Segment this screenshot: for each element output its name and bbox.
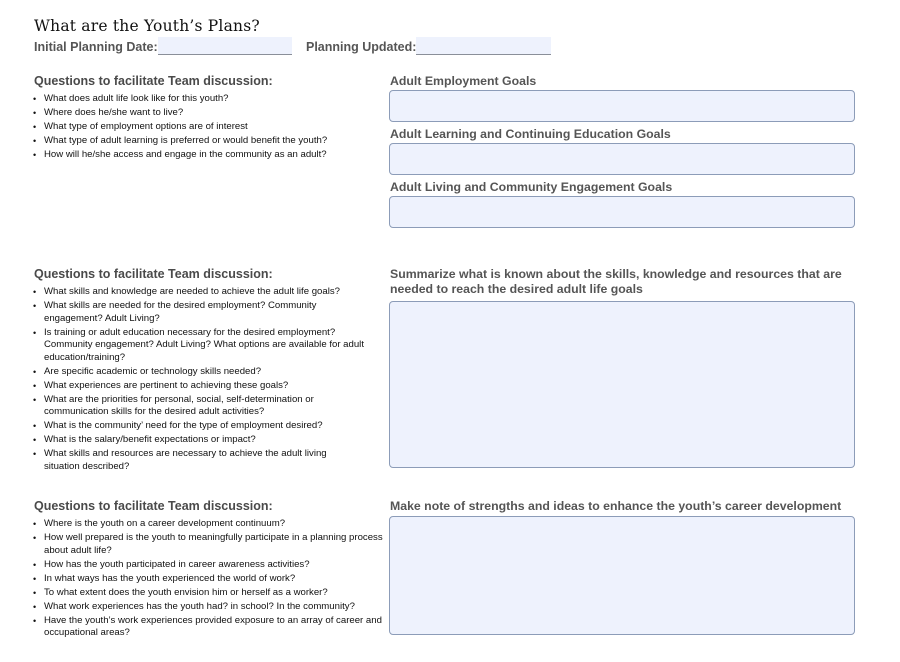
question-item: • How well prepared is the youth to meaningfully participate in a planning process about adult life? [44,532,384,557]
question-item: • What are the priorities for personal, social, self-determination or communication skills for the desired adult activities? [44,394,364,419]
questions-heading: Questions to facilitate Team discussion: [34,499,273,513]
adult-learning-goals-label: Adult Learning and Continuing Education Goals [390,127,671,141]
questions-heading: Questions to facilitate Team discussion: [34,267,273,281]
career-strengths-field[interactable] [389,516,855,635]
adult-living-goals-field[interactable] [389,196,855,228]
question-item: • Are specific academic or technology skills needed? [44,366,364,379]
question-item: • Where does he/she want to live? [44,107,384,120]
question-item: • What is the salary/benefit expectations or impact? [44,434,364,447]
planning-updated-label: Planning Updated: [306,40,417,54]
question-item: • What work experiences has the youth had? in school? In the community? [44,601,384,614]
question-item: • What skills and resources are necessary to achieve the adult living situation described? [44,448,364,473]
adult-employment-goals-field[interactable] [389,90,855,122]
initial-planning-date-label: Initial Planning Date: [34,40,158,54]
question-item: • To what extent does the youth envision him or herself as a worker? [44,587,384,600]
question-list [30,286,364,475]
question-item: • Where is the youth on a career development continuum? [44,518,384,531]
question-item: • What skills are needed for the desired employment? Community engagement? Adult Living? [44,300,364,325]
adult-living-goals-label: Adult Living and Community Engagement Goals [390,180,673,194]
question-item: • What does adult life look like for this youth? [44,93,384,106]
question-item: • How will he/she access and engage in the community as an adult? [44,149,384,162]
skills-summary-field[interactable] [389,301,855,468]
question-item: • What type of adult learning is preferred or would benefit the youth? [44,135,384,148]
skills-summary-label: Summarize what is known about the skills, knowledge and resources that are needed to reach the desired adult life goals [390,267,842,296]
question-list [30,93,384,163]
adult-learning-goals-field[interactable] [389,143,855,175]
question-item: • In what ways has the youth experienced the world of work? [44,573,384,586]
question-item: • Have the youth’s work experiences provided exposure to an array of career and occupational areas? [44,615,384,640]
planning-updated-field[interactable] [416,37,551,55]
question-item: • Is training or adult education necessary for the desired employment? Community engagement? Adult Living? What options are available for adult education/training? [44,327,364,365]
question-item: • What skills and knowledge are needed to achieve the adult life goals? [44,286,364,299]
initial-planning-date-field[interactable] [158,37,292,55]
question-item: • What type of employment options are of interest [44,121,384,134]
question-item: • What is the community’ need for the type of employment desired? [44,420,364,433]
question-item: • How has the youth participated in career awareness activities? [44,559,384,572]
adult-employment-goals-label: Adult Employment Goals [390,74,537,88]
questions-heading: Questions to facilitate Team discussion: [34,74,273,88]
career-strengths-label: Make note of strengths and ideas to enhance the youth’s career development [390,499,842,513]
question-item: • What experiences are pertinent to achieving these goals? [44,380,364,393]
page-title: What are the Youth’s Plans? [34,17,260,35]
question-list [30,518,384,641]
